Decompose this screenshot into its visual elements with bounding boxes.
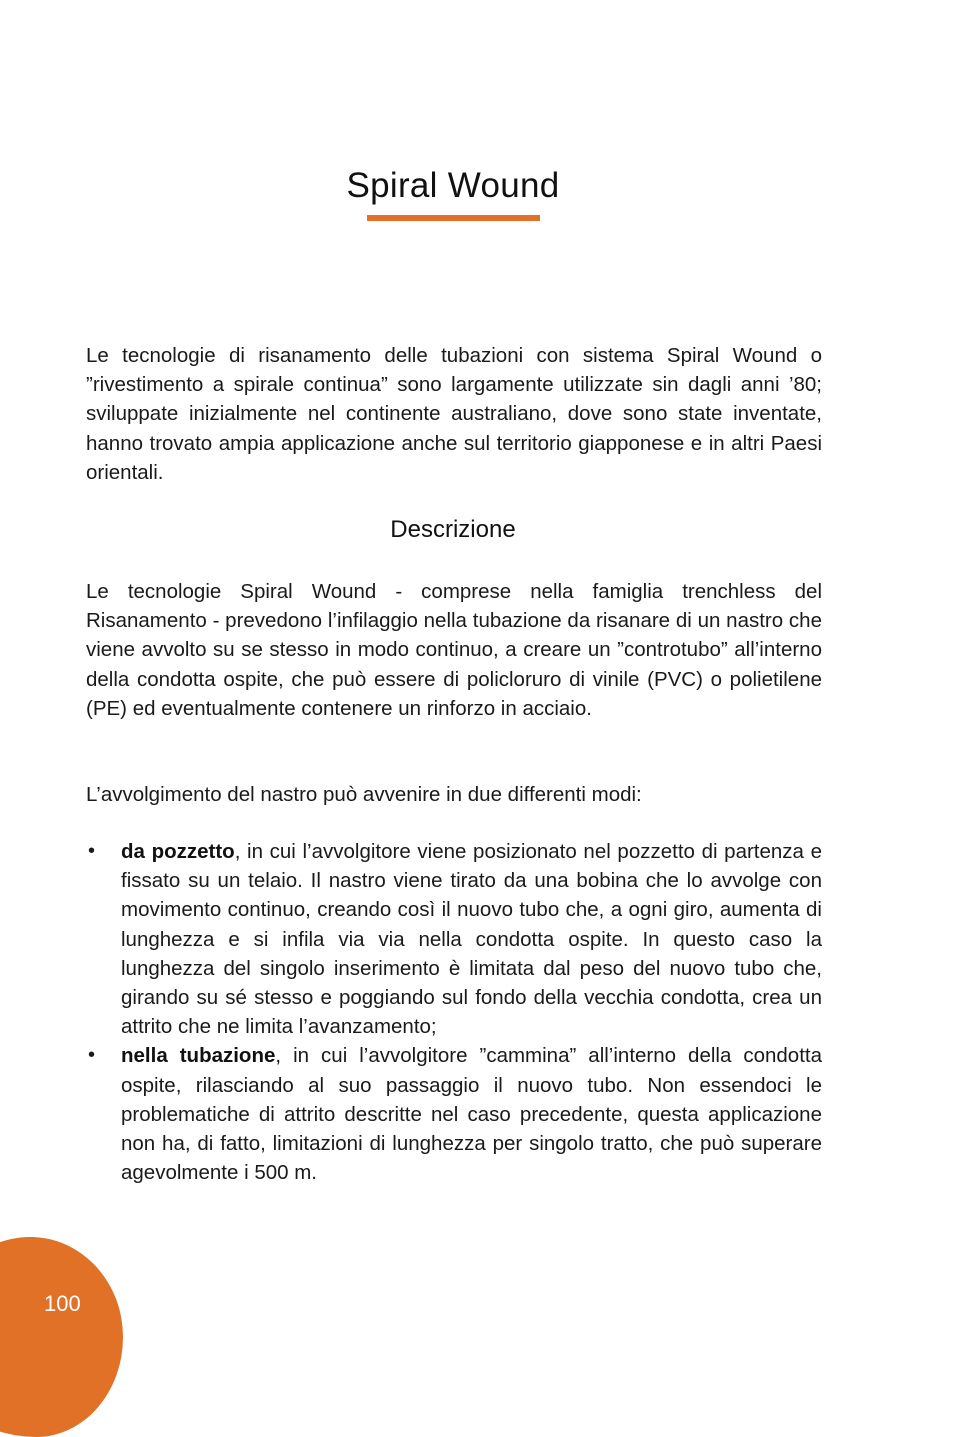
section-heading: Descrizione [390,516,516,543]
list-item [86,837,822,1041]
list-item [86,1041,822,1187]
bullet-icon: • [88,1044,96,1067]
page-title: Spiral Wound [346,166,560,205]
bullet-icon: • [88,840,96,862]
page-number-badge [0,1237,123,1437]
title-underline [367,215,540,221]
bullet-text: , in cui l’avvolgitore viene posizionato nel pozzetto di partenza e fissato su un telaio. Il nastro viene tirato da una bobina che lo avvolge con movimento continuo, creando così il nuovo tubo che, a ogni giro, aumenta di lunghezza e si infila via via nella condotta ospite. In questo caso la lunghezza del singolo inserimento è limitata dal peso del nuovo tubo che, girando su sé stesso e poggiando sul fondo della vecchia condotta, crea un attrito che ne limita l’avanzamento; [121,840,822,1039]
bullet-text: , in cui l’avvolgitore ”cammina” all’interno della condotta ospite, rilasciando al suo passaggio il nuovo tubo. Non essendoci le problematiche di attrito descritte nel caso precedente, questa applicazione non ha, di fatto, limitazioni di lunghezza per singolo tratto, che può superare agevolmente i 500 m. [121,1044,822,1185]
intro-paragraph: Le tecnologie di risanamento delle tubazioni con sistema Spiral Wound o ”rivestimento a spirale continua” sono largamente utilizzate sin dagli anni ’80; sviluppate inizialmente nel continente australiano, dove sono state inventate, hanno trovato ampia applicazione anche sul territorio giapponese e in altri Paesi orientali. [86,344,822,484]
page-number: 100 [44,1291,81,1316]
bullet-term: nella tubazione [121,1044,276,1068]
bullet-term: da pozzetto [121,840,235,863]
description-paragraph: Le tecnologie Spiral Wound - comprese nella famiglia trenchless del Risanamento - prevedono l’infilaggio nella tubazione da risanare di un nastro che viene avvolto su se stesso in modo continuo, a creare un ”controtubo” all’interno della condotta ospite, che può essere di policloruro di vinile (PVC) o polietilene (PE) ed eventualmente contenere un rinforzo in acciaio. [86,580,822,720]
list-lead-paragraph: L’avvolgimento del nastro può avvenire in due differenti modi: [86,783,642,806]
winding-methods-list [86,837,822,1187]
